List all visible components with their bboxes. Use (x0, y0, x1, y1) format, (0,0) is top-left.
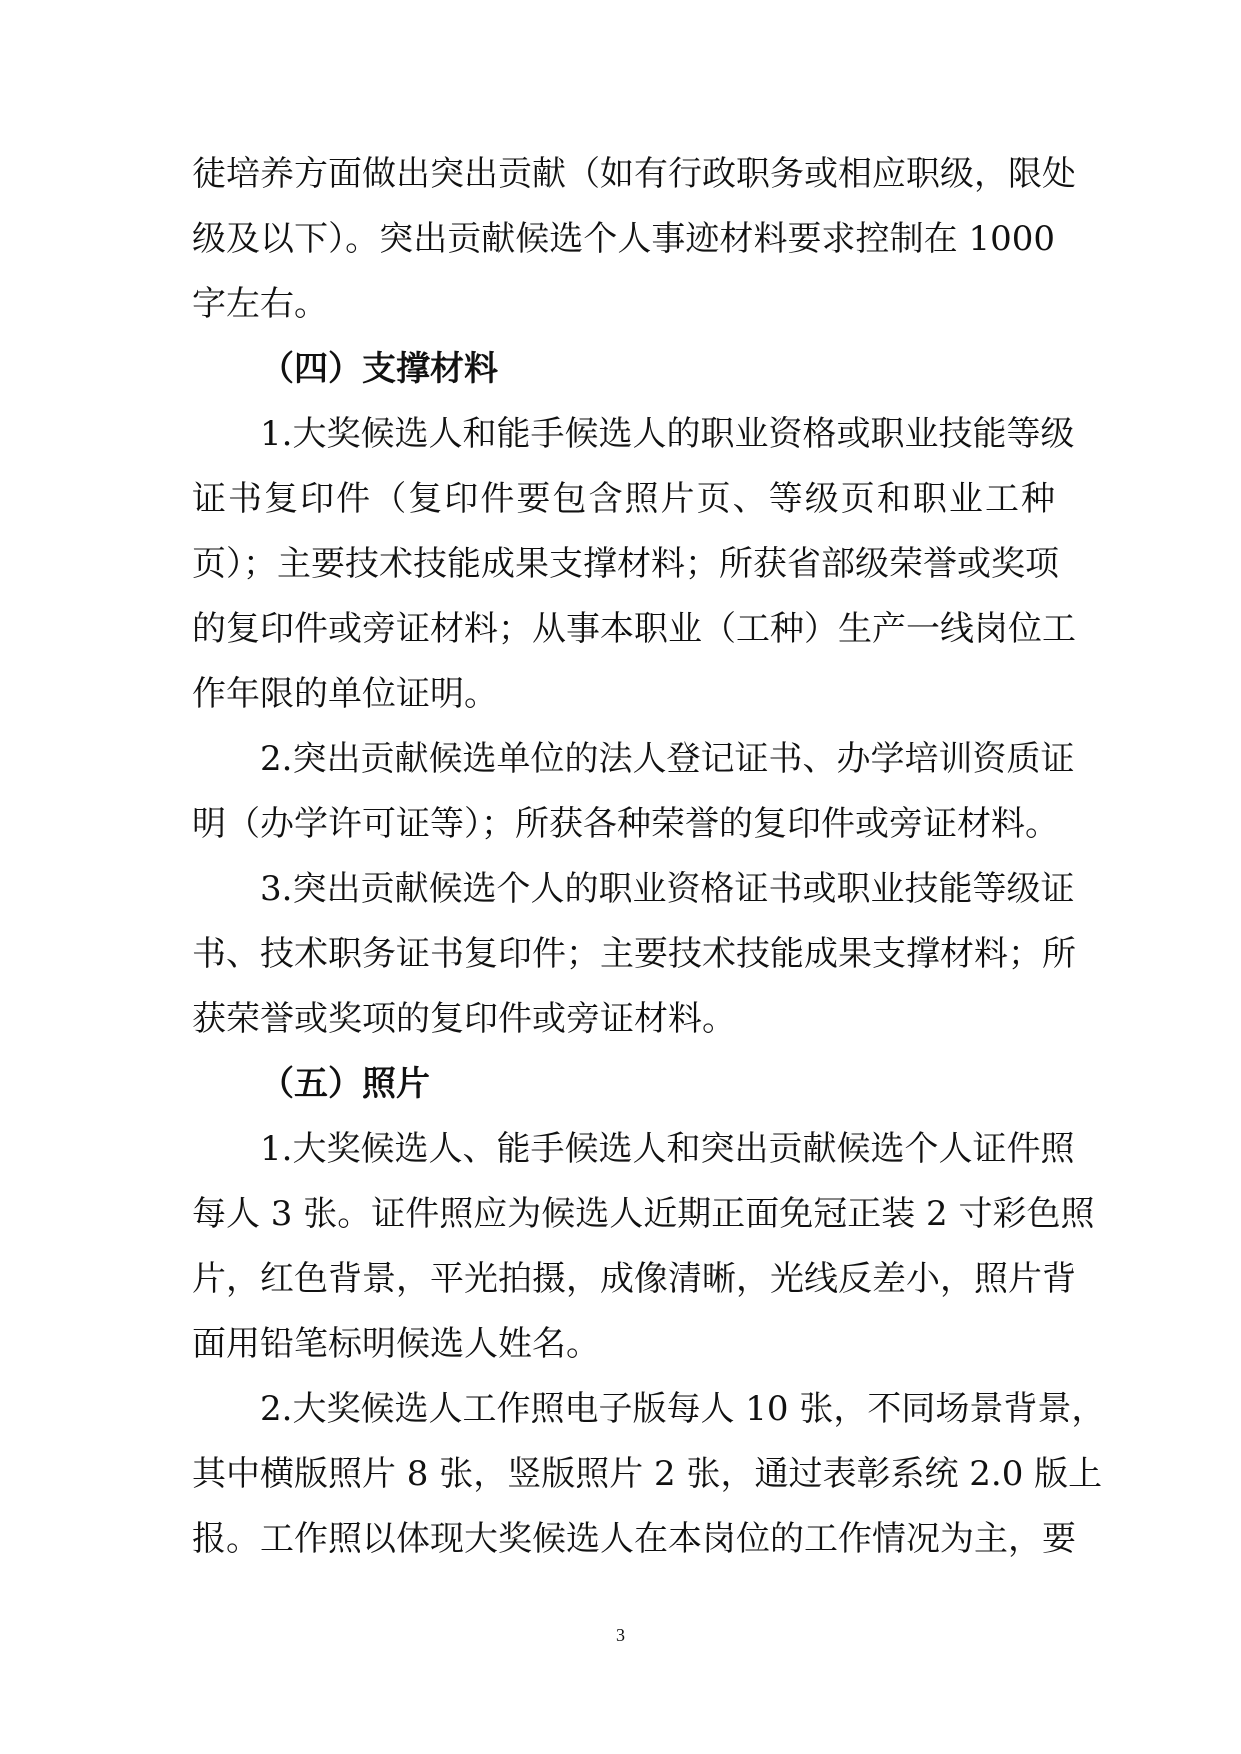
text-line: 2.大奖候选人工作照电子版每人 10 张，不同场景背景， (260, 1389, 1106, 1429)
text-line: 面用铅笔标明候选人姓名。 (192, 1324, 600, 1364)
text-line: 作年限的单位证明。 (192, 674, 498, 714)
text-line: 其中横版照片 8 张，竖版照片 2 张，通过表彰系统 2.0 版上 (192, 1454, 1103, 1494)
text-line: 每人 3 张。证件照应为候选人近期正面免冠正装 2 寸彩色照 (192, 1194, 1095, 1234)
text-line: 3.突出贡献候选个人的职业资格证书或职业技能等级证 (260, 869, 1075, 909)
body-text (192, 142, 1106, 1572)
section-heading-photos: （五）照片 (260, 1064, 430, 1104)
text-line: 2.突出贡献候选单位的法人登记证书、办学培训资质证 (260, 739, 1075, 779)
text-line: 书、技术职务证书复印件；主要技术技能成果支撑材料；所 (192, 934, 1076, 974)
text-line: 页）；主要技术技能成果支撑材料；所获省部级荣誉或奖项 (192, 544, 1059, 584)
text-line: 片，红色背景，平光拍摄，成像清晰，光线反差小，照片背 (192, 1259, 1076, 1299)
text-line: 徒培养方面做出突出贡献（如有行政职务或相应职级，限处 (192, 154, 1076, 194)
text-line: 报。工作照以体现大奖候选人在本岗位的工作情况为主，要 (192, 1519, 1076, 1559)
section-heading-support-materials: （四）支撑材料 (260, 349, 498, 389)
text-line: 获荣誉或奖项的复印件或旁证材料。 (192, 999, 736, 1039)
text-line: 级及以下）。突出贡献候选个人事迹材料要求控制在 1000 (192, 219, 1055, 259)
text-line: 字左右。 (192, 284, 328, 324)
text-line: 1.大奖候选人、能手候选人和突出贡献候选个人证件照 (260, 1129, 1075, 1169)
text-line: 1.大奖候选人和能手候选人的职业资格或职业技能等级 (260, 414, 1075, 454)
text-line: 证书复印件（复印件要包含照片页、等级页和职业工种 (192, 479, 1055, 519)
page-number: 3 (616, 1625, 625, 1645)
text-line: 的复印件或旁证材料；从事本职业（工种）生产一线岗位工 (192, 609, 1076, 649)
text-line: 明（办学许可证等）；所获各种荣誉的复印件或旁证材料。 (192, 804, 1059, 844)
